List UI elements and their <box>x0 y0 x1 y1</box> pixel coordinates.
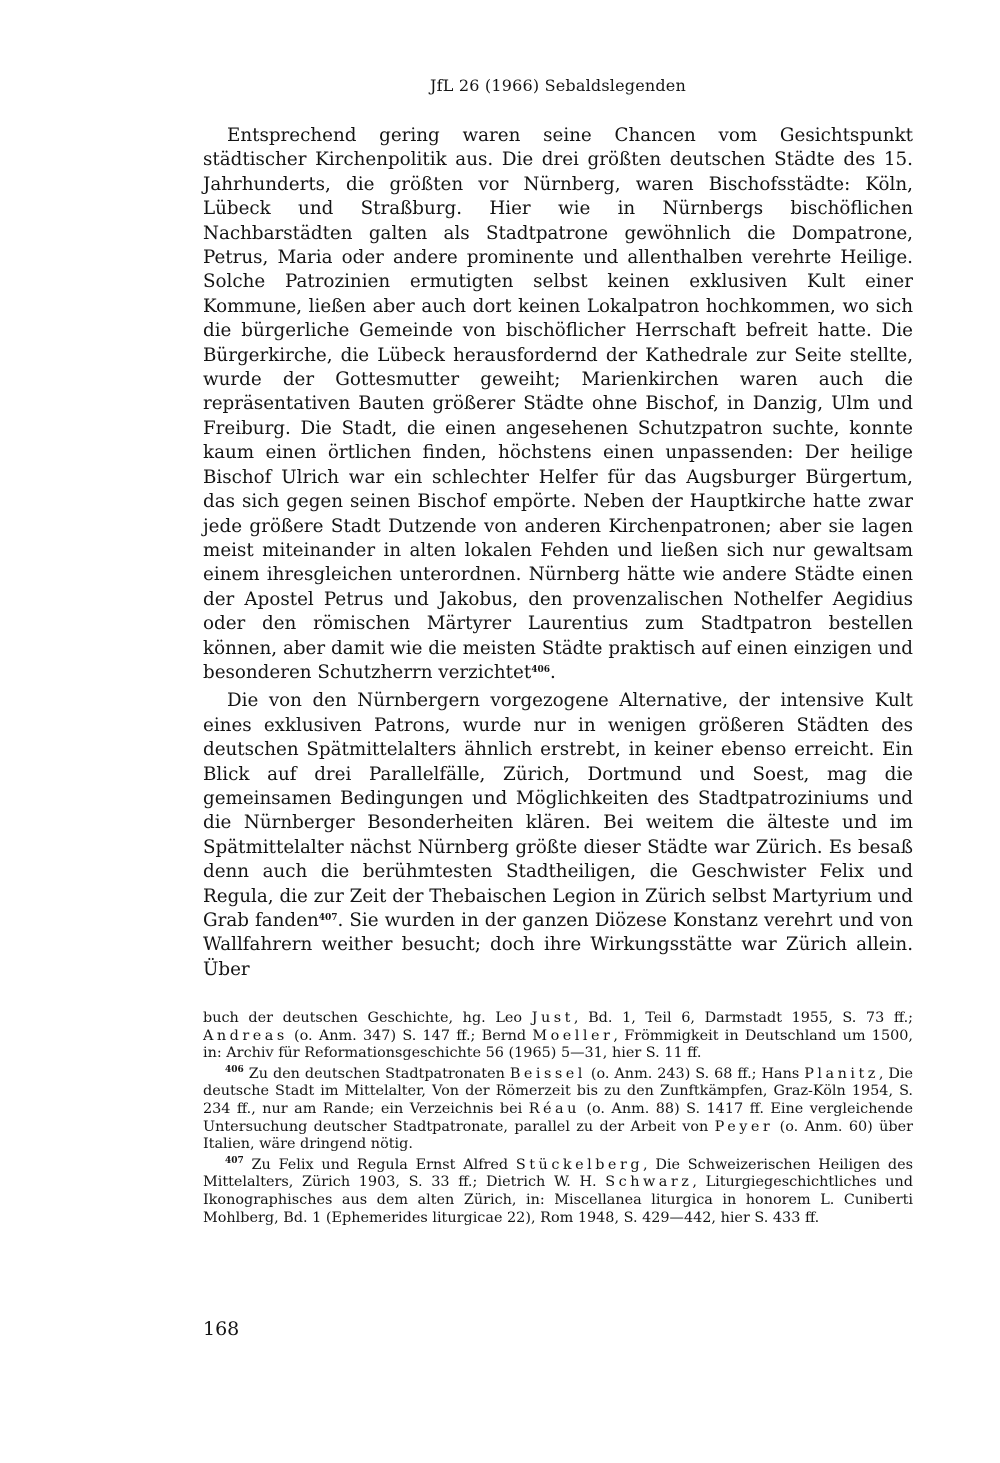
paragraph-1-text: Entsprechend gering waren seine Chancen vom Gesichtspunkt städtischer Kirchenpolitik aus. Die drei größten deutschen Städte des 15. Jahrhunderts, die größten vor Nürnberg, waren Bischofsstädte: Köln, Lübeck und Straßburg. Hier wie in Nürnbergs bischöflichen Nachbarstädten galten als Stadtpatrone gewöhnlich die Dompatrone, Petrus, Maria oder andere prominente und allenthalben verehrte Heilige. Solche Patrozinien ermutigten selbst keinen exklusiven Kult einer Kommune, ließen aber auch dort keinen Lokalpatron hochkommen, wo sich die bürgerliche Gemeinde von bischöflicher Herrschaft befreit hatte. Die Bürgerkirche, die Lübeck herausfordernd der Kathedrale zur Seite stellte, wurde der Gottesmutter geweiht; Marienkirchen waren auch die repräsentativen Bauten größerer Städte ohne Bischof, in Danzig, Ulm und Freiburg. Die Stadt, die einen angesehenen Schutzpatron suchte, konnte kaum einen örtlichen finden, höchstens einen unpassenden: Der heilige Bischof Ulrich war ein schlechter Helfer für das Augsburger Bürgertum, das sich gegen seinen Bischof empörte. Neben der Hauptkirche hatte zwar jede größere Stadt Dutzende von anderen Kirchenpatronen; aber sie lagen meist miteinander in alten lokalen Fehden und ließen sich nur gewaltsam einem ihresgleichen unterordnen. Nürnberg hätte wie andere Städte einen der Apostel Petrus und Jakobus, den provenzalischen Nothelfer Aegidius oder den römischen Märtyrer Laurentius zum Stadtpatron bestellen können, aber damit wie die meisten Städte praktisch auf einen einzigen und besonderen Schutzherrn verzichtet <box>203 125 913 683</box>
author-name: Peyer <box>714 1118 774 1135</box>
page-number: 168 <box>203 1318 240 1340</box>
footnote-text: , Bd. 1, Teil 6, Darmstadt 1955, S. 73 ff.; <box>573 1010 913 1026</box>
footnote-406 <box>203 1066 913 1154</box>
author-name: Just <box>531 1010 574 1026</box>
author-name: Beissel <box>509 1065 586 1082</box>
paragraph-1-end: . <box>549 661 556 683</box>
footnote-text: (o. Anm. 243) S. 68 ff.; Hans <box>585 1065 805 1082</box>
main-text <box>203 124 913 982</box>
paragraph-2 <box>203 689 913 982</box>
footnote-number: 407 <box>225 1155 244 1166</box>
footnote-continuation <box>203 1010 913 1063</box>
footnote-text: (o. Anm. 60) über Italien, wäre dringend nötig. <box>203 1118 913 1153</box>
running-header: JfL 26 (1966) Sebaldslegenden <box>430 76 686 95</box>
footnote-text: , Die deutsche Stadt im Mittelalter, Von der Römerzeit bis zu den Zunftkämpfen, Graz-Köln 1954, S. 234 ff., nur am Rande; ein Verzeichnis bei <box>203 1065 913 1117</box>
footnote-text: (o. Anm. 347) S. 147 ff.; Bernd <box>287 1027 533 1044</box>
footnote-407 <box>203 1157 913 1227</box>
footnote-number: 406 <box>225 1064 244 1075</box>
paragraph-2-text-a: Die von den Nürnbergern vorgezogene Alternative, der intensive Kult eines exklusiven Patrons, wurde nur in wenigen größeren Städten des deutschen Spätmittelalters ähnlich erstrebt, in keiner ebenso erreicht. Ein Blick auf drei Parallelfälle, Zürich, Dortmund und Soest, mag die gemeinsamen Bedingungen und Möglichkeiten des Stadtpatroziniums und die Nürnberger Besonderheiten klären. Bei weitem die älteste und im Spätmittelalter nächst Nürnberg größte dieser Städte war Zürich. Es besaß denn auch die berühmtesten Stadtheiligen, die Geschwister Felix und Regula, die zur Zeit der Thebaischen Legion in Zürich selbst Martyrium und Grab fanden <box>203 690 913 931</box>
author-name: Andreas <box>203 1027 288 1044</box>
footnotes <box>203 1010 913 1227</box>
footnote-text: , Die Schweizerischen Heiligen des Mittelalters, Zürich 1903, S. 33 ff.; Dietrich W. H. <box>203 1156 913 1191</box>
footnote-text: (o. Anm. 88) S. 1417 ff. Eine vergleichende Untersuchung deutscher Stadtpatronate, parallel zu der Arbeit von <box>203 1100 913 1135</box>
footnote-ref-406[interactable]: 406 <box>531 664 550 675</box>
author-name: Moeller <box>532 1027 614 1044</box>
footnote-text: , Frömmigkeit in Deutschland um 1500, in: Archiv für Reformationsgeschichte 56 (1965) 5—31, hier S. 11 ff. <box>203 1027 913 1062</box>
footnote-text: buch der deutschen Geschichte, hg. Leo <box>203 1010 532 1026</box>
author-name: Réau <box>528 1100 580 1117</box>
paragraph-1 <box>203 124 913 685</box>
author-name: Schwarz <box>605 1174 693 1191</box>
author-name: Planitz <box>804 1065 879 1082</box>
footnote-ref-407[interactable]: 407 <box>318 913 338 923</box>
footnote-text: Zu den deutschen Stadtpatronaten <box>243 1065 510 1082</box>
author-name: Stückelberg <box>515 1156 644 1173</box>
footnote-text: Zu Felix und Regula Ernst Alfred <box>243 1156 516 1173</box>
footnote-text: , Liturgiegeschichtliches und Ikonographisches aus dem alten Zürich, in: Miscellanea liturgica in honorem L. Cuniberti Mohlberg, Bd. 1 (Ephemerides liturgicae 22), Rom 1948, S. 429—442, hier S. 433 ff. <box>203 1174 914 1226</box>
paragraph-2-text-b: . Sie wurden in der ganzen Diözese Konstanz verehrt und von Wallfahrern weither besucht; doch ihre Wirkungsstätte war Zürich allein. Über <box>203 910 913 980</box>
